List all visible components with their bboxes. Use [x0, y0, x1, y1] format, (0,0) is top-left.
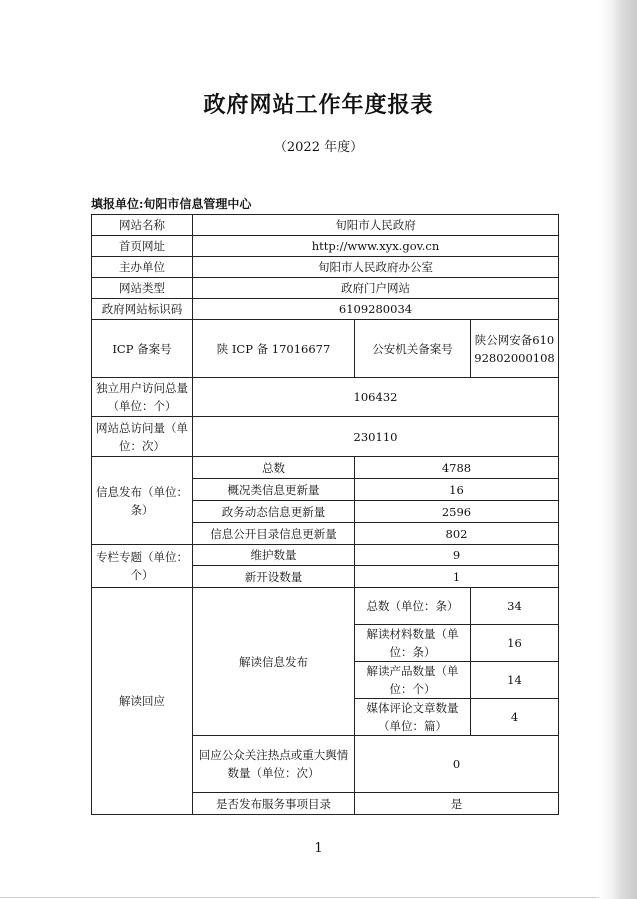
interpretation-item-value: 14	[471, 662, 559, 699]
site-name-value: 旬阳市人民政府	[193, 215, 559, 236]
psb-label: 公安机关备案号	[355, 320, 471, 378]
info-release-item-value: 16	[355, 479, 559, 501]
site-type-label: 网站类型	[92, 278, 193, 299]
interpretation-item-label: 总数（单位：条）	[355, 588, 471, 625]
report-table	[91, 214, 559, 815]
icp-value: 陕 ICP 备 17016677	[193, 320, 355, 378]
reporting-unit: 填报单位:旬阳市信息管理中心	[91, 197, 252, 211]
homepage-label: 首页网址	[92, 236, 193, 257]
columns-label: 专栏专题（单位：个）	[92, 545, 193, 588]
info-release-label: 信息发布（单位：条）	[92, 457, 193, 545]
interpretation-item-value: 34	[471, 588, 559, 625]
sponsor-value: 旬阳市人民政府办公室	[193, 257, 559, 278]
icp-label: ICP 备案号	[92, 320, 193, 378]
site-name-label: 网站名称	[92, 215, 193, 236]
report-year: （2022 年度）	[273, 140, 364, 155]
hotspot-label: 回应公众关注热点或重大舆情数量（单位：次）	[193, 736, 355, 793]
info-release-item-label: 政务动态信息更新量	[193, 501, 355, 523]
unique-visitors-value: 106432	[193, 378, 559, 417]
columns-item-label: 维护数量	[193, 545, 355, 566]
page-number: 1	[314, 841, 323, 856]
service-catalog-label: 是否发布服务事项目录	[193, 793, 355, 815]
service-catalog-value: 是	[355, 793, 559, 815]
info-release-item-label: 信息公开目录信息更新量	[193, 523, 355, 545]
interpretation-item-label: 解读材料数量（单位：条）	[355, 625, 471, 662]
info-release-item-value: 2596	[355, 501, 559, 523]
total-visits-value: 230110	[193, 417, 559, 457]
site-type-value: 政府门户网站	[193, 278, 559, 299]
homepage-value[interactable]: http://www.xyx.gov.cn	[193, 236, 559, 257]
hotspot-value: 0	[355, 736, 559, 793]
report-title: 政府网站工作年度报表	[203, 92, 434, 118]
info-release-item-value: 802	[355, 523, 559, 545]
sponsor-label: 主办单位	[92, 257, 193, 278]
columns-item-value: 1	[355, 566, 559, 588]
interpretation-item-label: 媒体评论文章数量（单位：篇）	[355, 699, 471, 736]
info-release-item-label: 总数	[193, 457, 355, 479]
site-code-label: 政府网站标识码	[92, 299, 193, 320]
total-visits-label: 网站总访问量（单位：次）	[92, 417, 193, 457]
info-release-item-label: 概况类信息更新量	[193, 479, 355, 501]
interpretation-label: 解读回应	[92, 588, 193, 815]
columns-item-label: 新开设数量	[193, 566, 355, 588]
interpretation-release-label: 解读信息发布	[193, 588, 355, 736]
unique-visitors-label: 独立用户访问总量（单位：个）	[92, 378, 193, 417]
info-release-item-value: 4788	[355, 457, 559, 479]
interpretation-item-value: 16	[471, 625, 559, 662]
columns-item-value: 9	[355, 545, 559, 566]
psb-value: 陕公网安备61092802000108	[471, 320, 559, 378]
site-code-value: 6109280034	[193, 299, 559, 320]
interpretation-item-label: 解读产品数量（单位：个）	[355, 662, 471, 699]
page-shadow	[599, 0, 637, 899]
interpretation-item-value: 4	[471, 699, 559, 736]
